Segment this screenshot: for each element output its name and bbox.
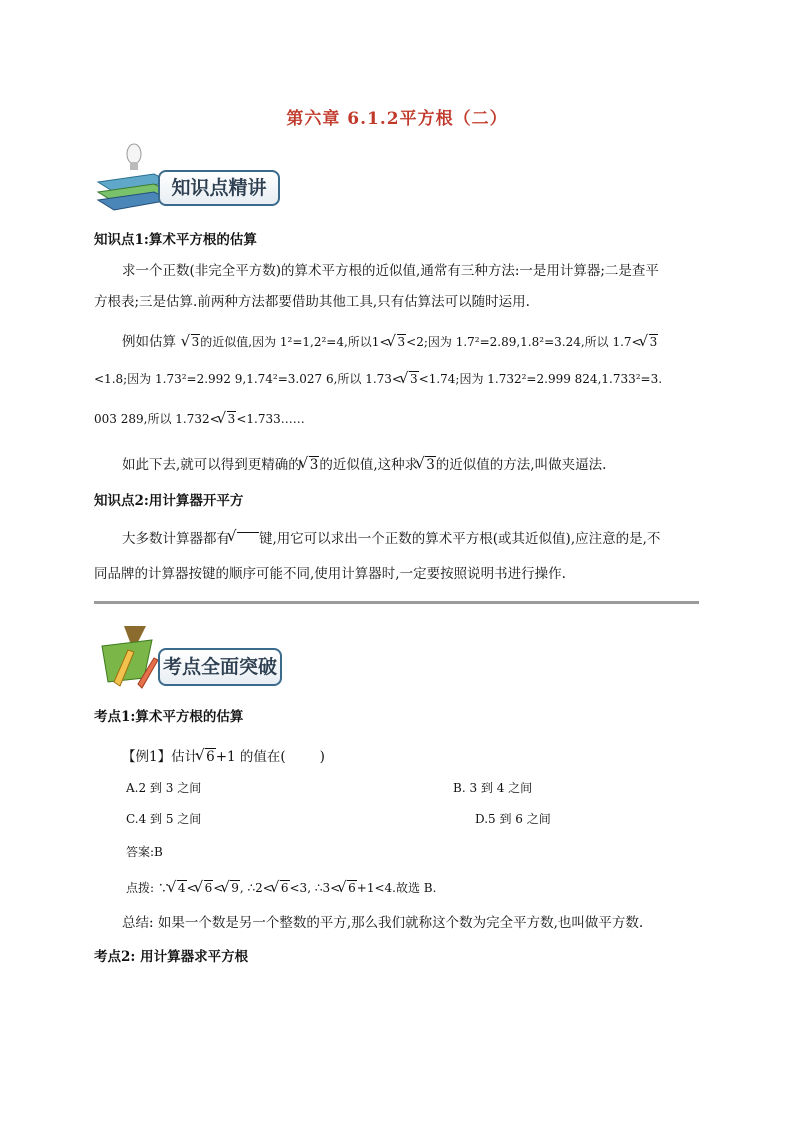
section-heading: 考点2: 用计算器求平方根 (94, 949, 249, 965)
section-divider (94, 601, 699, 604)
answer: 答案:B (126, 845, 163, 859)
paragraph: 大多数计算器都有√ 键,用它可以求出一个正数的算术平方根(或其近似值),应注意的是,不 (122, 527, 660, 547)
badge-label: 考点全面突破 (158, 648, 282, 686)
section-heading: 知识点1:算术平方根的估算 (94, 232, 257, 248)
paragraph: 求一个正数(非完全平方数)的算术平方根的近似值,通常有三种方法:一是用计算器;二是查平 (122, 263, 659, 279)
example-line: 003 289,所以 1.732<√ 3<1.733…… (94, 410, 305, 427)
knowledge-badge (94, 142, 284, 212)
section-heading: 考点1:算术平方根的估算 (94, 709, 244, 725)
sqrt-key-icon (237, 532, 259, 547)
example-line: 例如估算 √ 3的近似值,因为 1²=1,2²=4,所以1<√ 3<2;因为 1.7²=2.89,1.8²=3.24,所以 1.7<√ 3 (122, 330, 658, 350)
hint: 点拨: ∵√ 4<√ 6<√ 9, ∴2<√ 6<3, ∴3<√ 6+1<4.故选 B. (126, 879, 436, 896)
option-d: D.5 到 6 之间 (475, 812, 551, 826)
option-c: C.4 到 5 之间 (126, 812, 202, 826)
example-question: 【例1】估计√ 6+1 的值在( ) (122, 745, 325, 765)
paragraph: 方根表;三是估算.前两种方法都要借助其他工具,只有估算法可以随时运用. (94, 294, 530, 310)
example-line: <1.8;因为 1.73²=2.992 9,1.74²=3.027 6,所以 1.73<√ 3<1.74;因为 1.732²=2.999 824,1.733²=3. (94, 370, 662, 387)
section-heading: 知识点2:用计算器开平方 (94, 493, 244, 509)
badge-label: 知识点精讲 (158, 170, 280, 206)
exam-badge (94, 622, 284, 692)
summary: 总结: 如果一个数是另一个整数的平方,那么我们就称这个数为完全平方数,也叫做平方数. (122, 915, 644, 931)
page-title: 第六章 6.1.2平方根（二） (286, 109, 508, 129)
paragraph: 同品牌的计算器按键的顺序可能不同,使用计算器时,一定要按照说明书进行操作. (94, 566, 566, 582)
option-a: A.2 到 3 之间 (126, 781, 202, 795)
paragraph: 如此下去,就可以得到更精确的√ 3的近似值,这种求√ 3的近似值的方法,叫做夹逼法. (122, 453, 606, 473)
option-b: B. 3 到 4 之间 (453, 781, 533, 795)
